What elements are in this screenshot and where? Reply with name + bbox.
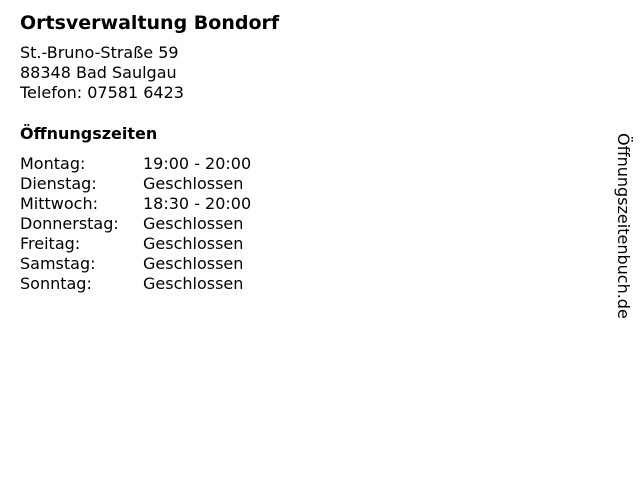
street-address: St.-Bruno-Straße 59 [20, 43, 179, 62]
site-watermark: Öffnungszeitenbuch.de [614, 133, 633, 319]
time-value: Geschlossen [143, 254, 244, 273]
hours-row-saturday [20, 254, 251, 274]
time-value: Geschlossen [143, 214, 244, 233]
day-label: Dienstag: [20, 174, 97, 193]
hours-row-tuesday [20, 174, 251, 194]
opening-hours-heading: Öffnungszeiten [20, 124, 158, 143]
hours-row-monday [20, 154, 251, 174]
hours-row-sunday [20, 274, 251, 294]
time-value: 19:00 - 20:00 [143, 154, 252, 173]
hours-row-wednesday [20, 194, 251, 214]
opening-hours-list [20, 154, 251, 294]
office-name: Ortsverwaltung Bondorf [20, 12, 280, 34]
hours-row-thursday [20, 214, 251, 234]
time-value: 18:30 - 20:00 [143, 194, 252, 213]
hours-row-friday [20, 234, 251, 254]
day-label: Sonntag: [20, 274, 92, 293]
phone-number: Telefon: 07581 6423 [20, 83, 184, 102]
time-value: Geschlossen [143, 274, 244, 293]
day-label: Samstag: [20, 254, 96, 273]
office-address [20, 43, 184, 103]
time-value: Geschlossen [143, 234, 244, 253]
day-label: Freitag: [20, 234, 81, 253]
time-value: Geschlossen [143, 174, 244, 193]
city-address: 88348 Bad Saulgau [20, 63, 177, 82]
day-label: Montag: [20, 154, 86, 173]
day-label: Donnerstag: [20, 214, 119, 233]
day-label: Mittwoch: [20, 194, 98, 213]
